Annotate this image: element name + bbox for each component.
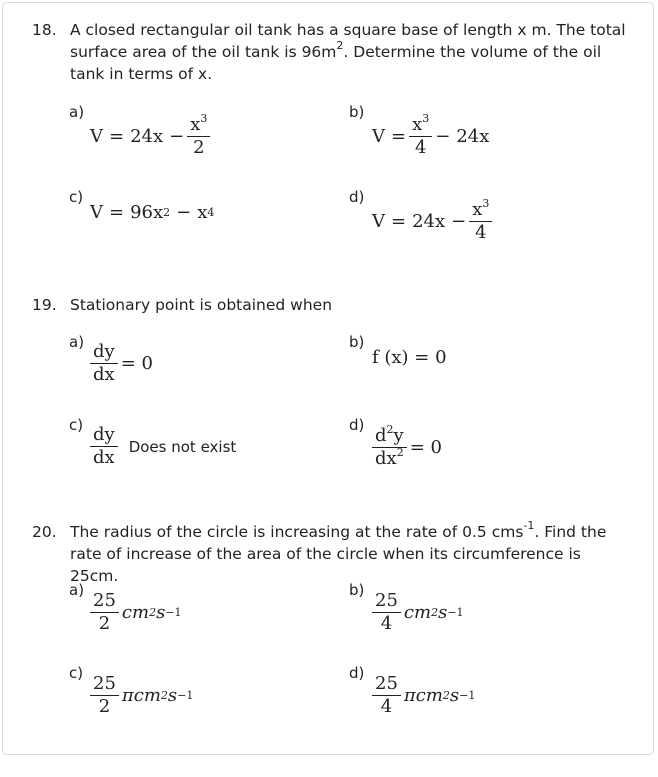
fraction: $\frac{25}{2}$ — [90, 591, 119, 634]
fraction: $\frac{d^2y}{dx^2}$ — [372, 426, 407, 469]
option-formula: f (x) = 0 — [372, 347, 447, 368]
option-label: c) — [69, 416, 84, 434]
option-formula: V = $\frac{x^3}{4}$ − 24x — [372, 112, 490, 158]
option-formula: V = 24x − $\frac{x^3}{4}$ — [372, 200, 495, 243]
option-formula: $\frac{d^2y}{dx^2}$ = 0 — [369, 426, 442, 469]
option-label: d) — [349, 416, 365, 434]
option-formula: $\frac{25}{2}$ π cm 2 s −1 — [87, 674, 193, 717]
fraction: $\frac{dy}{dx}$ — [90, 425, 118, 468]
question-number: 19. — [32, 296, 57, 314]
option-formula: $\frac{25}{4}$ π cm 2 s −1 — [369, 674, 475, 717]
fraction: $\frac{dy}{dx}$ — [90, 342, 118, 385]
question-number: 20. — [32, 523, 57, 541]
option-formula: $\frac{25}{2}$ cm 2 s −1 — [87, 591, 182, 634]
option-formula: $\frac{25}{4}$ cm 2 s −1 — [369, 591, 464, 634]
option-formula: $\frac{dy}{dx}$ Does not exist — [87, 425, 236, 468]
fraction: $\frac{x^3}{4}$ — [469, 200, 492, 243]
option-label: a) — [69, 103, 85, 121]
fraction: $\frac{x^3}{2}$ — [187, 115, 210, 158]
option-label: b) — [349, 581, 365, 599]
question-text: A closed rectangular oil tank has a square base of length x m. The total surface area of the oil tank is $96m^2$. Determine the volume of the oil tank in terms of x. — [70, 21, 626, 83]
option-label: d) — [349, 664, 365, 682]
question-text: The radius of the circle is increasing at the rate of 0.5 cms$^{-1}$. Find the rate of increase of the area of the circle when its circumference is 25cm. — [70, 519, 607, 585]
option-label: b) — [349, 333, 365, 351]
fraction: $\frac{25}{2}$ — [90, 674, 119, 717]
fraction: $\frac{25}{4}$ — [372, 674, 401, 717]
option-formula: $\frac{dy}{dx}$ = 0 — [87, 342, 153, 385]
option-label: c) — [69, 664, 84, 682]
option-label: a) — [69, 581, 85, 599]
question-number: 18. — [32, 21, 57, 39]
option-formula: V = 24x − $\frac{x^3}{2}$ — [90, 115, 213, 158]
option-label: a) — [69, 333, 85, 351]
fraction: $\frac{25}{4}$ — [372, 591, 401, 634]
option-label: c) — [69, 188, 84, 206]
question-text: Stationary point is obtained when — [70, 296, 333, 314]
option-formula: V = 96x 2 − x 4 — [90, 202, 215, 223]
fraction: $\frac{x^3}{4}$ — [409, 115, 432, 158]
option-label: d) — [349, 188, 365, 206]
option-label: b) — [349, 103, 365, 121]
